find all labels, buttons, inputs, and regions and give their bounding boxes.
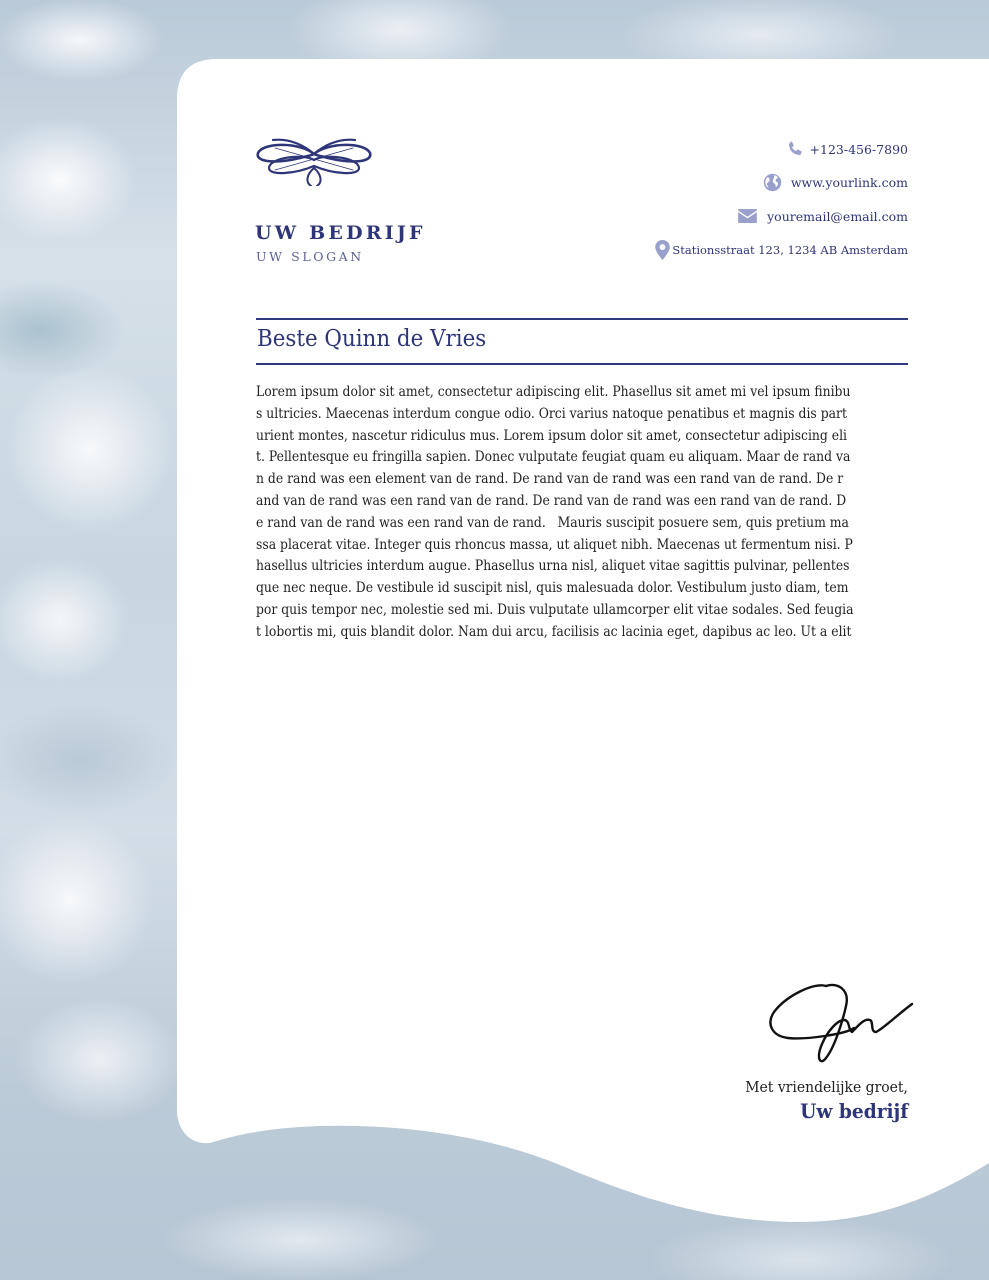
- body-line: Lorem ipsum dolor sit amet, consectetur adipiscing elit. Phasellus sit amet mi vel ipsum finibu: [256, 384, 851, 400]
- divider-top: [256, 318, 908, 320]
- phone-icon: [786, 140, 804, 158]
- body-line: que nec neque. De vestibule id suscipit nisl, quis malesuada dolor. Vestibulum justo diam, tem: [256, 580, 849, 597]
- body-line: and van de rand was een rand van de rand. De rand van de rand was een rand van de rand. D: [256, 492, 847, 509]
- body-line: urient montes, nascetur ridiculus mus. Lorem ipsum dolor sit amet, consectetur adipiscing eli: [256, 427, 848, 444]
- letter-body: [256, 382, 858, 644]
- signoff-company: Uw bedrijf: [799, 1099, 908, 1123]
- contact-address: [588, 240, 908, 260]
- contact-phone: [588, 139, 908, 159]
- contact-email: [588, 206, 908, 226]
- body-line: t. Pellentesque eu fringilla sapien. Donec vulputate feugiat quam eu aliquam. Maar de rand va: [256, 449, 851, 466]
- divider-bottom: [256, 363, 908, 365]
- body-line: n de rand was een element van de rand. De rand van de rand was een rand van de rand. De r: [256, 471, 844, 488]
- handwritten-signature-icon: [766, 978, 916, 1068]
- globe-icon: [763, 173, 782, 192]
- ornamental-flourish-icon: [255, 138, 373, 186]
- envelope-icon: [738, 209, 757, 223]
- map-pin-icon: [655, 240, 670, 260]
- address-text: Stationsstraat 123, 1234 AB Amsterdam: [672, 242, 908, 257]
- website-link[interactable]: www.yourlink.com: [790, 175, 908, 190]
- contact-website: [588, 173, 908, 193]
- body-line: e rand van de rand was een rand van de rand. Mauris suscipit posuere sem, quis pretium ma: [256, 514, 849, 531]
- body-line: hasellus ultricies interdum augue. Phasellus urna nisl, aliquet vitae sagittis pulvinar, pellentes: [256, 558, 850, 575]
- email-link[interactable]: youremail@email.com: [767, 208, 908, 224]
- body-line: ssa placerat vitae. Integer quis rhoncus massa, ut aliquet nibh. Maecenas ut fermentum nisi. P: [256, 536, 853, 553]
- closing-phrase: Met vriendelijke groet,: [745, 1078, 908, 1096]
- contact-info: [588, 139, 908, 273]
- phone-number[interactable]: +123-456-7890: [809, 141, 908, 157]
- greeting: Beste Quinn de Vries: [257, 326, 487, 352]
- body-line: por quis tempor nec, molestie sed mi. Duis vulputate ullamcorper elit vitae sodales. Sed feugia: [256, 601, 854, 618]
- company-name: UW BEDRIJF: [255, 222, 426, 244]
- body-line: s ultricies. Maecenas interdum congue odio. Orci varius natoque penatibus et magnis dis part: [256, 405, 847, 422]
- body-line: t lobortis mi, quis blandit dolor. Nam dui arcu, facilisis ac lacinia eget, dapibus ac leo. Ut a elit: [256, 623, 852, 640]
- company-slogan: UW SLOGAN: [256, 249, 364, 264]
